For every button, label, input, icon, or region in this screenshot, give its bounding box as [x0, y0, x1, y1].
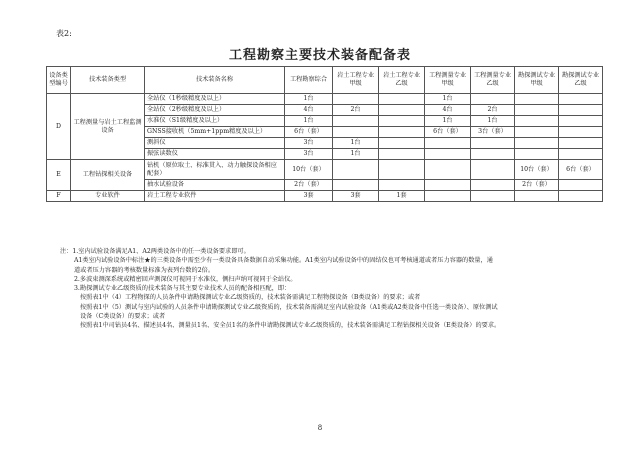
- header-cell: 勘探测试专业乙级: [559, 67, 603, 94]
- table-cell: [333, 160, 379, 180]
- header-cell: 工程测量专业甲级: [425, 67, 471, 94]
- table-cell: 1台: [425, 94, 471, 105]
- header-cell: 技术装备类型: [71, 67, 145, 94]
- header-cell: 设备类型编号: [47, 67, 71, 94]
- table-cell: [559, 94, 603, 105]
- table-cell: [471, 160, 515, 180]
- table-row: [47, 94, 603, 105]
- equipment-name: 抽水试验设备: [145, 180, 285, 191]
- table-cell: 3套: [285, 191, 333, 202]
- table-cell: [379, 160, 425, 180]
- table-cell: [425, 180, 471, 191]
- table-header-row: [47, 67, 603, 94]
- table-cell: [559, 180, 603, 191]
- note-line: 注：1.室内试验设备满足A1、A2两类设备中的任一类设备要求即可。: [60, 248, 250, 255]
- equipment-name: 测斜仪: [145, 138, 285, 149]
- header-cell: 技术装备名称: [145, 67, 285, 94]
- table-cell: 1台: [471, 116, 515, 127]
- table-cell: [379, 94, 425, 105]
- table-cell: [559, 127, 603, 138]
- table-cell: [379, 127, 425, 138]
- equipment-name: 振弦读数仪: [145, 149, 285, 160]
- table-cell: 2台（套）: [515, 180, 559, 191]
- table-cell: [333, 127, 379, 138]
- table-cell: [515, 138, 559, 149]
- table-row: [47, 160, 603, 180]
- table-cell: [379, 138, 425, 149]
- header-cell: 工程测量专业乙级: [471, 67, 515, 94]
- table-cell: [471, 149, 515, 160]
- equipment-name: GNSS接收机（5mm+1ppm精度及以上）: [145, 127, 285, 138]
- table-cell: [515, 116, 559, 127]
- table-cell: [333, 94, 379, 105]
- table-cell: 6台（套）: [559, 160, 603, 180]
- group-code: E: [47, 160, 71, 191]
- equipment-name: 岩土工程专业软件: [145, 191, 285, 202]
- group-type: 专业软件: [71, 191, 145, 202]
- table-cell: 4台: [425, 105, 471, 116]
- note-line: A1类室内试验设备中标注★的三类设备中需至少有一类设备具备数据自动采集功能。A1类室内试验设备中的固结仪也可考核通道或者压力容器的数量，通: [74, 257, 493, 265]
- table-cell: 10台（套）: [285, 160, 333, 180]
- table-cell: 3套: [333, 191, 379, 202]
- table-cell: [379, 116, 425, 127]
- table-cell: [333, 116, 379, 127]
- table-cell: 1台: [285, 116, 333, 127]
- table-cell: 10台（套）: [515, 160, 559, 180]
- header-cell: 勘探测试专业甲级: [515, 67, 559, 94]
- page-title: 工程勘察主要技术装备配备表: [228, 48, 411, 63]
- equipment-name: 钻机（原位取土、标准贯入、动力触探设备相应配套）: [145, 160, 285, 180]
- table-cell: [559, 105, 603, 116]
- table-cell: 1台: [333, 138, 379, 149]
- table-cell: [515, 105, 559, 116]
- equipment-name: 全站仪（1秒级精度及以上）: [145, 94, 285, 105]
- table-cell: [333, 180, 379, 191]
- table-cell: [515, 191, 559, 202]
- table-cell: [471, 94, 515, 105]
- table-cell: 4台: [285, 105, 333, 116]
- note-line: 设备（C类设备）的要求；或者: [80, 313, 166, 321]
- table-cell: 3台: [285, 138, 333, 149]
- equipment-table: [46, 66, 603, 202]
- note-line: 道或者压力容器的考核数量标准为表列台数的2倍。: [74, 266, 215, 274]
- table-tag: 表2:: [56, 29, 72, 38]
- table-cell: [379, 105, 425, 116]
- note-line: 2.多波束测深系统或精密回声测深仪可视同于水准仪，侧扫声纳可视同于全站仪。: [74, 275, 297, 283]
- table-cell: [379, 149, 425, 160]
- equipment-name: 全站仪（2秒级精度及以上）: [145, 105, 285, 116]
- note-line: 按照表1中（4）工程物探的人员条件申请勘探测试专业乙级资质的，技术装备需满足工程物探设备（B类设备）的要求；或者: [80, 294, 421, 302]
- equipment-name: 水准仪（S1级精度及以上）: [145, 116, 285, 127]
- group-type: 工程钻探相关设备: [71, 160, 145, 191]
- table-cell: [559, 149, 603, 160]
- table-cell: 2台（套）: [285, 180, 333, 191]
- table-cell: [559, 116, 603, 127]
- table-cell: 1台: [333, 149, 379, 160]
- table-cell: [425, 149, 471, 160]
- group-code: D: [47, 94, 71, 160]
- table-cell: [515, 127, 559, 138]
- table-cell: 2台: [333, 105, 379, 116]
- table-cell: [515, 94, 559, 105]
- table-cell: [515, 149, 559, 160]
- table-cell: 1台: [285, 94, 333, 105]
- note-line: 3.勘探测试专业乙级资质的技术装备与其主要专业技术人员的配备相匹配，即：: [74, 285, 291, 293]
- table-cell: [425, 160, 471, 180]
- table-cell: 1台: [425, 116, 471, 127]
- note-line: 按照表1中（5）测试与室内试验的人员条件申请勘探测试专业乙级资质的，技术装备需满足室内试验设备（A1类或A2类设备中任选一类设备）、原位测试: [80, 303, 498, 311]
- table-cell: [471, 191, 515, 202]
- note-line: 按照表1中司钻员4名、描述员4名、测量员1名、安全员1名的条件申请勘探测试专业乙级资质的，技术装备需满足工程钻探相关设备（E类设备）的要求。: [80, 322, 501, 330]
- table-cell: 6台（套）: [425, 127, 471, 138]
- notes-block: [60, 247, 602, 331]
- header-cell: 岩土工程专业乙级: [379, 67, 425, 94]
- table-cell: 1套: [379, 191, 425, 202]
- table-cell: [471, 180, 515, 191]
- table-row: [47, 191, 603, 202]
- group-code: F: [47, 191, 71, 202]
- table-cell: 6台（套）: [285, 127, 333, 138]
- header-cell: 岩土工程专业甲级: [333, 67, 379, 94]
- group-type: 工程测量与岩土工程监测设备: [71, 94, 145, 160]
- table-cell: [379, 180, 425, 191]
- table-cell: 2台: [471, 105, 515, 116]
- table-cell: [471, 138, 515, 149]
- table-cell: 3台（套）: [471, 127, 515, 138]
- page-number: 8: [317, 424, 323, 432]
- table-cell: [425, 138, 471, 149]
- header-cell: 工程勘察综合: [285, 67, 333, 94]
- table-cell: [559, 191, 603, 202]
- table-cell: 3台: [285, 149, 333, 160]
- table-cell: [559, 138, 603, 149]
- table-cell: [425, 191, 471, 202]
